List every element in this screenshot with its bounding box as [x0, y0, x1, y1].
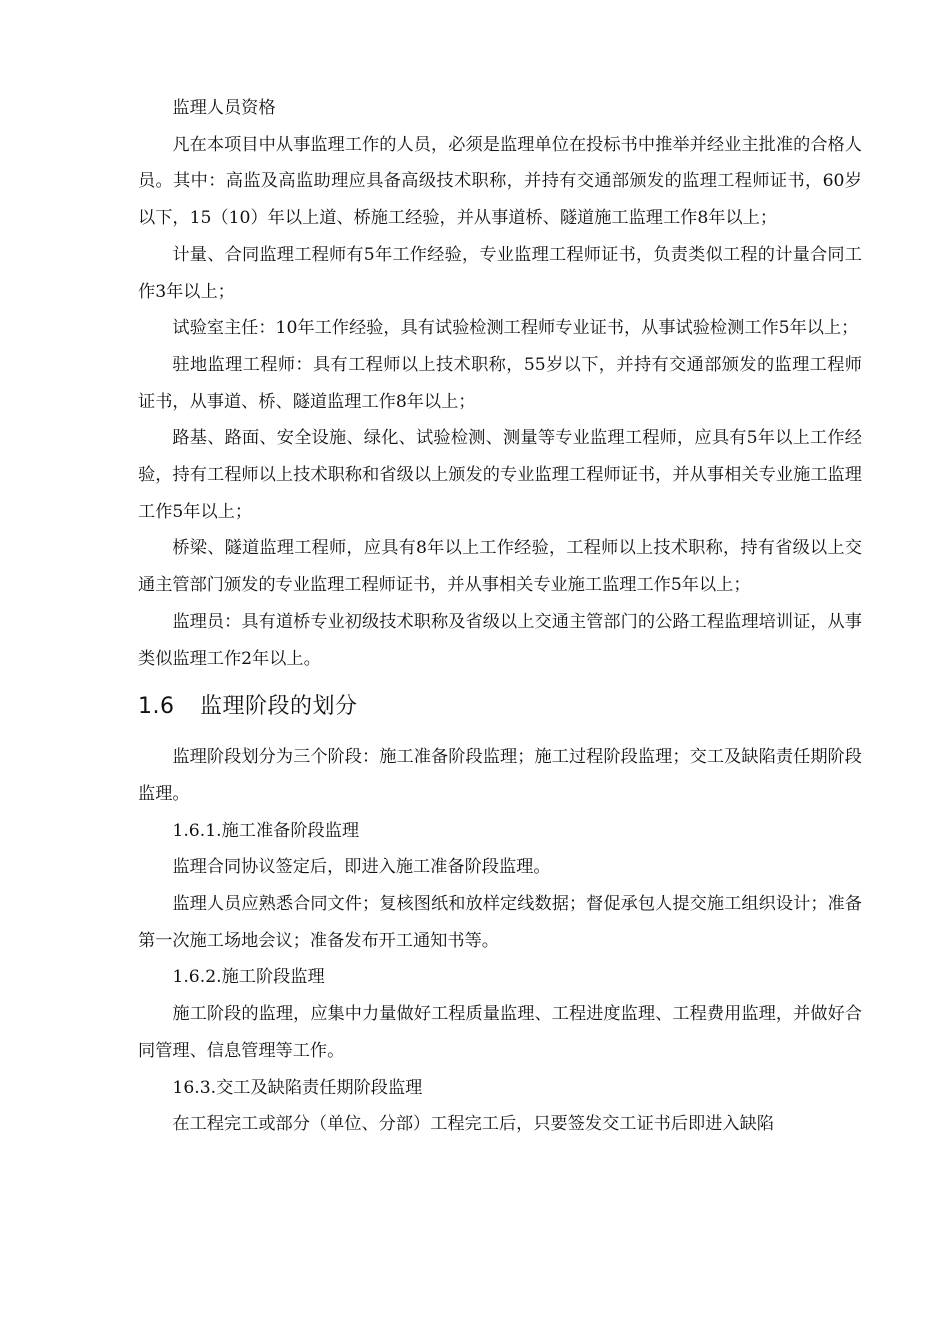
paragraph-prep-start: 监理合同协议签定后，即进入施工准备阶段监理。 — [172, 857, 551, 878]
section-title: 监理阶段的划分 — [200, 694, 358, 720]
subsection-title-qualifications: 监理人员资格 — [172, 98, 276, 118]
subsection-heading-1-6-1: 1.6.1.施工准备阶段监理 — [172, 820, 360, 841]
paragraph-supervisor: 监理员：具有道桥专业初级技术职称及省级以上交通主管部门的公路工程监理培训证，从事类似监理工作2年以上。 — [138, 611, 862, 669]
paragraph-bridge-tunnel-engineer: 桥梁、隧道监理工程师，应具有8年以上工作经验，工程师以上技术职称，持有省级以上交通主管部门颁发的专业监理工程师证书，并从事相关专业施工监理工作5年以上； — [138, 538, 862, 596]
paragraph-stage-division: 监理阶段划分为三个阶段：施工准备阶段监理；施工过程阶段监理；交工及缺陷责任期阶段监理。 — [138, 747, 862, 804]
section-heading-1-6 — [138, 685, 862, 729]
paragraph-resident-engineer: 驻地监理工程师：具有工程师以上技术职称，55岁以下，并持有交通部颁发的监理工程师证书，从事道、桥、隧道监理工作8年以上； — [138, 354, 862, 412]
paragraph-construction-stage: 施工阶段的监理，应集中力量做好工程质量监理、工程进度监理、工程费用监理，并做好合同管理、信息管理等工作。 — [138, 1004, 862, 1061]
paragraph-general-requirements: 凡在本项目中从事监理工作的人员，必须是监理单位在投标书中推举并经业主批准的合格人员。其中：高监及高监助理应具备高级技术职称，并持有交通部颁发的监理工程师证书，60岁以下，15（10）年以上道、桥施工经验，并从事道桥、隧道施工监理工作8年以上； — [138, 134, 862, 229]
paragraph-specialist-engineer: 路基、路面、安全设施、绿化、试验检测、测量等专业监理工程师，应具有5年以上工作经验，持有工程师以上技术职称和省级以上颁发的专业监理工程师证书，并从事相关专业施工监理工作5年以上； — [138, 428, 862, 522]
document-page — [138, 90, 862, 1143]
subsection-heading-1-6-3: 16.3.交工及缺陷责任期阶段监理 — [172, 1077, 423, 1098]
subsection-heading-1-6-2: 1.6.2.施工阶段监理 — [172, 967, 325, 988]
paragraph-contract-engineer: 计量、合同监理工程师有5年工作经验，专业监理工程师证书，负责类似工程的计量合同工作3年以上； — [138, 244, 862, 302]
paragraph-prep-tasks: 监理人员应熟悉合同文件；复核图纸和放样定线数据；督促承包人提交施工组织设计；准备第一次施工场地会议；准备发布开工通知书等。 — [138, 894, 862, 951]
section-number: 1.6 — [138, 694, 175, 720]
paragraph-lab-director: 试验室主任：10年工作经验，具有试验检测工程师专业证书，从事试验检测工作5年以上； — [172, 318, 859, 339]
paragraph-handover-stage: 在工程完工或部分（单位、分部）工程完工后，只要签发交工证书后即进入缺陷 — [172, 1114, 774, 1135]
